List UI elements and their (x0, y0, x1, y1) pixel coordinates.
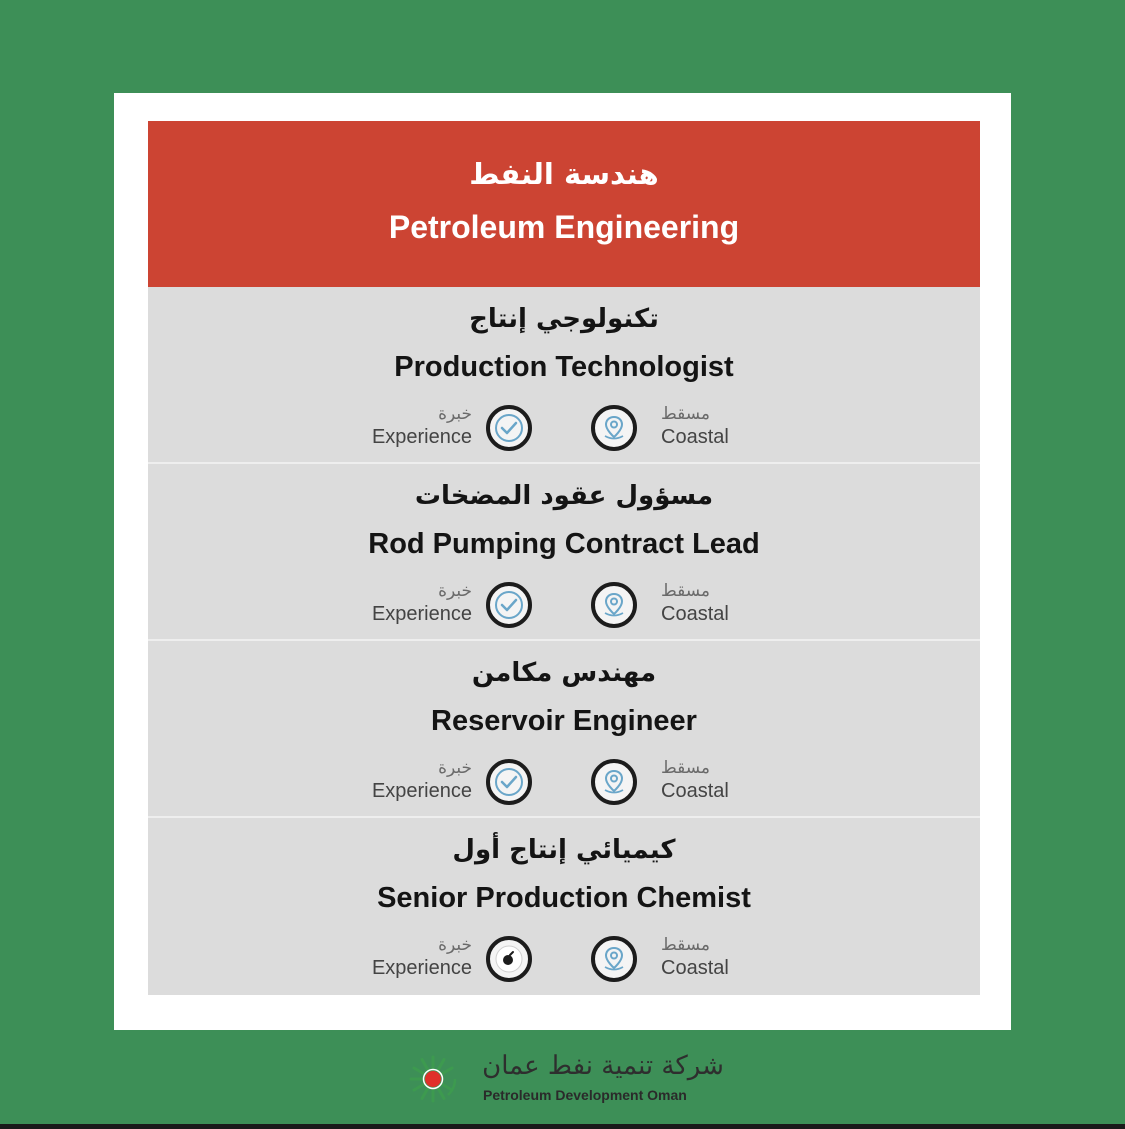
experience-label (372, 757, 472, 803)
location-label (661, 580, 729, 626)
bottom-edge-bar (0, 1124, 1125, 1129)
job-row (148, 464, 980, 641)
check-circle-icon (486, 759, 532, 805)
pdo-logo-icon (403, 1053, 463, 1105)
experience-label (372, 934, 472, 980)
badge-dot-icon (486, 936, 532, 982)
company-footer (0, 1048, 1125, 1108)
job-row (148, 287, 980, 464)
location-label-en: Coastal (661, 603, 729, 625)
job-title-ar: مسؤول عقود المضخات (414, 481, 714, 511)
job-title-en: Reservoir Engineer (431, 705, 697, 737)
experience-label-en: Experience (371, 780, 472, 802)
job-title-ar: مهندس مكامن (471, 658, 657, 688)
job-row (148, 641, 980, 818)
job-title-en: Production Technologist (394, 351, 734, 383)
location-label (661, 934, 729, 980)
job-title-en: Rod Pumping Contract Lead (368, 528, 760, 560)
location-label (661, 403, 729, 449)
location-pin-icon (591, 936, 637, 982)
location-label-en: Coastal (661, 780, 729, 802)
experience-label (372, 580, 472, 626)
experience-label-en: Experience (371, 957, 472, 979)
job-listing-table (148, 121, 980, 995)
job-title-ar: كيميائي إنتاج أول (452, 835, 676, 865)
department-title-en: Petroleum Engineering (388, 209, 740, 245)
job-row (148, 818, 980, 995)
location-label-ar: مسقط (661, 935, 711, 955)
location-pin-icon (591, 759, 637, 805)
location-label-ar: مسقط (661, 758, 711, 778)
company-name-en: Petroleum Development Oman (483, 1087, 687, 1103)
experience-label-ar: خبرة (438, 404, 472, 424)
experience-label-en: Experience (371, 426, 472, 448)
location-pin-icon (591, 582, 637, 628)
location-label-ar: مسقط (661, 404, 711, 424)
job-title-ar: تكنولوجي إنتاج (469, 304, 659, 334)
job-listing-card (114, 93, 1011, 1030)
job-title-en: Senior Production Chemist (377, 882, 751, 914)
location-label-en: Coastal (661, 957, 729, 979)
company-name-ar: شركة تنمية نفط عمان (482, 1051, 724, 1081)
location-pin-icon (591, 405, 637, 451)
department-title-ar: هندسة النفط (469, 157, 659, 191)
location-label-en: Coastal (661, 426, 729, 448)
experience-label-ar: خبرة (438, 581, 472, 601)
location-label-ar: مسقط (661, 581, 711, 601)
department-header (148, 121, 980, 287)
experience-label-ar: خبرة (438, 758, 472, 778)
experience-label (372, 403, 472, 449)
check-circle-icon (486, 582, 532, 628)
location-label (661, 757, 729, 803)
check-circle-icon (486, 405, 532, 451)
experience-label-ar: خبرة (438, 935, 472, 955)
experience-label-en: Experience (371, 603, 472, 625)
